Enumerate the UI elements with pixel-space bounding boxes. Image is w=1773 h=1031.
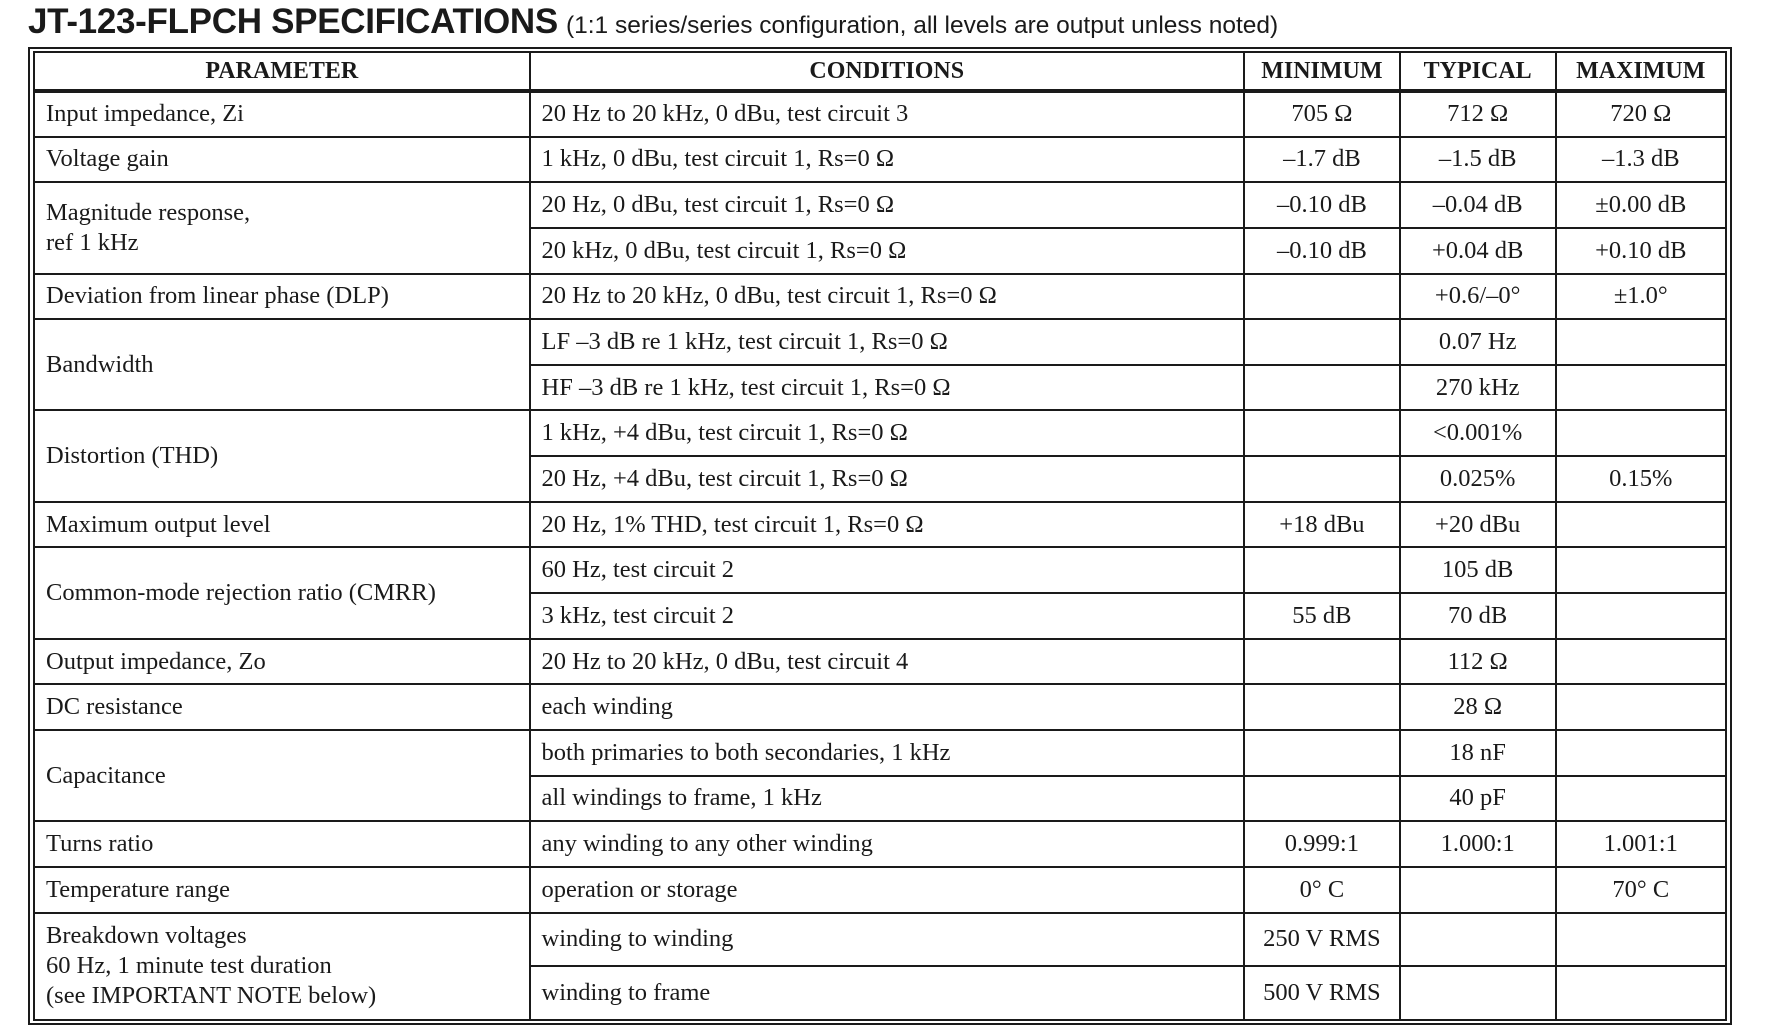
header-minimum: MINIMUM [1244,52,1400,91]
typical-cell: 0.07 Hz [1400,319,1556,365]
conditions-cell: both primaries to both secondaries, 1 kHz [530,730,1245,776]
spec-subtitle: (1:1 series/series configuration, all levels are output unless noted) [565,12,1279,39]
maximum-cell [1556,684,1726,730]
conditions-cell: operation or storage [530,867,1245,913]
minimum-cell [1244,456,1400,502]
conditions-cell: 20 Hz, 1% THD, test circuit 1, Rs=0 Ω [530,502,1245,548]
conditions-cell: winding to frame [530,966,1245,1020]
minimum-cell [1244,776,1400,822]
maximum-cell [1556,913,1726,967]
parameter-line: Magnitude response, [46,198,251,226]
minimum-cell [1244,365,1400,411]
header-typical: TYPICAL [1400,52,1556,91]
parameter-line: (see IMPORTANT NOTE below) [46,982,377,1010]
minimum-cell: –0.10 dB [1244,182,1400,228]
minimum-cell: –1.7 dB [1244,137,1400,183]
parameter-cell [34,913,530,1020]
parameter-cell: Output impedance, Zo [34,639,530,685]
parameter-cell: Voltage gain [34,137,530,183]
conditions-cell: each winding [530,684,1245,730]
table-row [34,639,1726,685]
conditions-cell: 1 kHz, +4 dBu, test circuit 1, Rs=0 Ω [530,410,1245,456]
minimum-cell: 0.999:1 [1244,821,1400,867]
table-row [34,137,1726,183]
maximum-cell [1556,639,1726,685]
maximum-cell [1556,547,1726,593]
minimum-cell [1244,274,1400,320]
table-row [34,867,1726,913]
typical-cell: +0.6/–0° [1400,274,1556,320]
header-maximum: MAXIMUM [1556,52,1726,91]
maximum-cell [1556,502,1726,548]
minimum-cell [1244,684,1400,730]
header-conditions: CONDITIONS [530,52,1245,91]
typical-cell: 112 Ω [1400,639,1556,685]
header-parameter: PARAMETER [34,52,530,91]
maximum-cell [1556,730,1726,776]
table-row [34,684,1726,730]
maximum-cell: –1.3 dB [1556,137,1726,183]
parameter-cell: Bandwidth [34,319,530,410]
conditions-cell: winding to winding [530,913,1245,967]
maximum-cell: 70° C [1556,867,1726,913]
table-row [34,274,1726,320]
typical-cell: 28 Ω [1400,684,1556,730]
table-row [34,410,1726,456]
parameter-cell: Capacitance [34,730,530,821]
conditions-cell: 20 Hz to 20 kHz, 0 dBu, test circuit 3 [530,91,1245,137]
maximum-cell: 720 Ω [1556,91,1726,137]
conditions-cell: 20 Hz to 20 kHz, 0 dBu, test circuit 4 [530,639,1245,685]
minimum-cell: 705 Ω [1244,91,1400,137]
parameter-cell: Input impedance, Zi [34,91,530,137]
minimum-cell: –0.10 dB [1244,228,1400,274]
maximum-cell [1556,365,1726,411]
maximum-cell: 0.15% [1556,456,1726,502]
conditions-cell: 20 Hz to 20 kHz, 0 dBu, test circuit 1, Rs=0 Ω [530,274,1245,320]
typical-cell [1400,867,1556,913]
parameter-cell: Turns ratio [34,821,530,867]
conditions-cell: 3 kHz, test circuit 2 [530,593,1245,639]
table-row [34,502,1726,548]
minimum-cell: 0° C [1244,867,1400,913]
parameter-line: 60 Hz, 1 minute test duration [46,952,332,980]
parameter-line: ref 1 kHz [46,228,139,256]
maximum-cell [1556,776,1726,822]
table-row [34,91,1726,137]
parameter-cell: Distortion (THD) [34,410,530,501]
table-row [34,182,1726,228]
parameter-cell: Common-mode rejection ratio (CMRR) [34,547,530,638]
minimum-cell [1244,639,1400,685]
parameter-cell: Temperature range [34,867,530,913]
table-row [34,547,1726,593]
minimum-cell: +18 dBu [1244,502,1400,548]
minimum-cell [1244,410,1400,456]
typical-cell: 712 Ω [1400,91,1556,137]
typical-cell: 18 nF [1400,730,1556,776]
minimum-cell [1244,547,1400,593]
conditions-cell: any winding to any other winding [530,821,1245,867]
conditions-cell: 20 Hz, +4 dBu, test circuit 1, Rs=0 Ω [530,456,1245,502]
typical-cell: +20 dBu [1400,502,1556,548]
conditions-cell: 20 Hz, 0 dBu, test circuit 1, Rs=0 Ω [530,182,1245,228]
maximum-cell [1556,966,1726,1020]
maximum-cell: 1.001:1 [1556,821,1726,867]
table-row [34,319,1726,365]
table-header-row [34,52,1726,91]
minimum-cell: 500 V RMS [1244,966,1400,1020]
parameter-cell: Deviation from linear phase (DLP) [34,274,530,320]
typical-cell: 1.000:1 [1400,821,1556,867]
typical-cell [1400,913,1556,967]
conditions-cell: HF –3 dB re 1 kHz, test circuit 1, Rs=0 Ω [530,365,1245,411]
minimum-cell [1244,730,1400,776]
conditions-cell: 20 kHz, 0 dBu, test circuit 1, Rs=0 Ω [530,228,1245,274]
spec-heading [28,2,1278,42]
conditions-cell: LF –3 dB re 1 kHz, test circuit 1, Rs=0 Ω [530,319,1245,365]
spec-title: JT-123-FLPCH SPECIFICATIONS [28,2,558,41]
table-row [34,913,1726,967]
table-row [34,821,1726,867]
parameter-cell: DC resistance [34,684,530,730]
typical-cell: +0.04 dB [1400,228,1556,274]
typical-cell: 105 dB [1400,547,1556,593]
parameter-line: Breakdown voltages [46,922,247,950]
typical-cell: <0.001% [1400,410,1556,456]
maximum-cell [1556,593,1726,639]
conditions-cell: 60 Hz, test circuit 2 [530,547,1245,593]
typical-cell: –0.04 dB [1400,182,1556,228]
maximum-cell: ±0.00 dB [1556,182,1726,228]
typical-cell: –1.5 dB [1400,137,1556,183]
maximum-cell: +0.10 dB [1556,228,1726,274]
spec-table [33,51,1727,1021]
parameter-cell [34,182,530,273]
parameter-cell: Maximum output level [34,502,530,548]
maximum-cell: ±1.0° [1556,274,1726,320]
minimum-cell [1244,319,1400,365]
minimum-cell: 55 dB [1244,593,1400,639]
minimum-cell: 250 V RMS [1244,913,1400,967]
conditions-cell: 1 kHz, 0 dBu, test circuit 1, Rs=0 Ω [530,137,1245,183]
typical-cell: 0.025% [1400,456,1556,502]
typical-cell [1400,966,1556,1020]
conditions-cell: all windings to frame, 1 kHz [530,776,1245,822]
maximum-cell [1556,319,1726,365]
typical-cell: 270 kHz [1400,365,1556,411]
table-row [34,730,1726,776]
typical-cell: 40 pF [1400,776,1556,822]
typical-cell: 70 dB [1400,593,1556,639]
maximum-cell [1556,410,1726,456]
